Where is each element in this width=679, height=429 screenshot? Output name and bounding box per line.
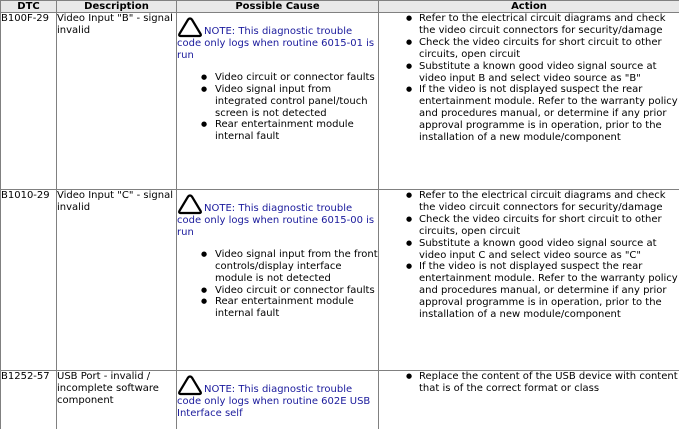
cause-list xyxy=(177,72,378,143)
diagnostic-note xyxy=(177,16,378,62)
table-row xyxy=(1,371,679,429)
cause-item: ● Video signal input from the front controls/display interface module is not detected xyxy=(215,249,378,285)
diagnostic-note xyxy=(177,193,378,239)
note-text: NOTE: This diagnostic trouble code only logs when routine 6015-01 is run xyxy=(177,26,375,61)
cause-item: ● Rear entertainment module internal fault xyxy=(215,296,378,320)
action-item: ● Refer to the electrical circuit diagrams and check the video circuit connectors for security/damage xyxy=(419,190,679,214)
note-text: NOTE: This diagnostic trouble code only logs when routine 602E USB Interface self xyxy=(177,384,371,419)
action-list xyxy=(379,13,679,144)
warning-triangle-icon xyxy=(177,16,203,38)
action-cell xyxy=(379,190,679,371)
cause-list xyxy=(177,249,378,320)
action-list xyxy=(379,371,679,395)
action-item: ● If the video is not displayed suspect the rear entertainment module. Refer to the warranty policy and procedures manual, or determine if any prior approval programme is in operation, prior to the installation of a new module/component xyxy=(419,84,679,144)
dtc-description: Video Input "B" - signal invalid xyxy=(57,13,177,190)
header-action: Action xyxy=(379,1,679,13)
possible-cause-cell xyxy=(177,190,379,371)
dtc-code: B1010-29 xyxy=(1,190,57,371)
header-description: Description xyxy=(57,1,177,13)
cause-item: ● Video circuit or connector faults xyxy=(215,285,378,297)
possible-cause-cell xyxy=(177,13,379,190)
action-list xyxy=(379,190,679,321)
table-header-row xyxy=(1,1,679,13)
action-cell xyxy=(379,371,679,429)
warning-triangle-icon xyxy=(177,374,203,396)
cause-item: ● Video signal input from integrated control panel/touch screen is not detected xyxy=(215,84,378,120)
warning-triangle-icon xyxy=(177,193,203,215)
action-item: ● If the video is not displayed suspect the rear entertainment module. Refer to the warranty policy and procedures manual, or determine if any prior approval programme is in operation, prior to the installation of a new module/component xyxy=(419,261,679,321)
note-text: NOTE: This diagnostic trouble code only logs when routine 6015-00 is run xyxy=(177,203,375,238)
action-item: ● Substitute a known good video signal source at video input B and select video source as "B" xyxy=(419,61,679,85)
diagnostic-note xyxy=(177,374,378,420)
action-item: ● Substitute a known good video signal source at video input C and select video source as "C" xyxy=(419,238,679,262)
action-item: ● Check the video circuits for short circuit to other circuits, open circuit xyxy=(419,37,679,61)
action-item: ● Refer to the electrical circuit diagrams and check the video circuit connectors for security/damage xyxy=(419,13,679,37)
header-possible-cause: Possible Cause xyxy=(177,1,379,13)
cause-item: ● Rear entertainment module internal fault xyxy=(215,119,378,143)
action-item: ● Check the video circuits for short circuit to other circuits, open circuit xyxy=(419,214,679,238)
cause-item: ● Video circuit or connector faults xyxy=(215,72,378,84)
dtc-description: USB Port - invalid / incomplete software component xyxy=(57,371,177,429)
table-row xyxy=(1,13,679,190)
header-dtc: DTC xyxy=(1,1,57,13)
dtc-description: Video Input "C" - signal invalid xyxy=(57,190,177,371)
table-row xyxy=(1,190,679,371)
dtc-code: B100F-29 xyxy=(1,13,57,190)
action-item: ● Replace the content of the USB device with content that is of the correct format or class xyxy=(419,371,679,395)
dtc-code: B1252-57 xyxy=(1,371,57,429)
possible-cause-cell xyxy=(177,371,379,429)
action-cell xyxy=(379,13,679,190)
